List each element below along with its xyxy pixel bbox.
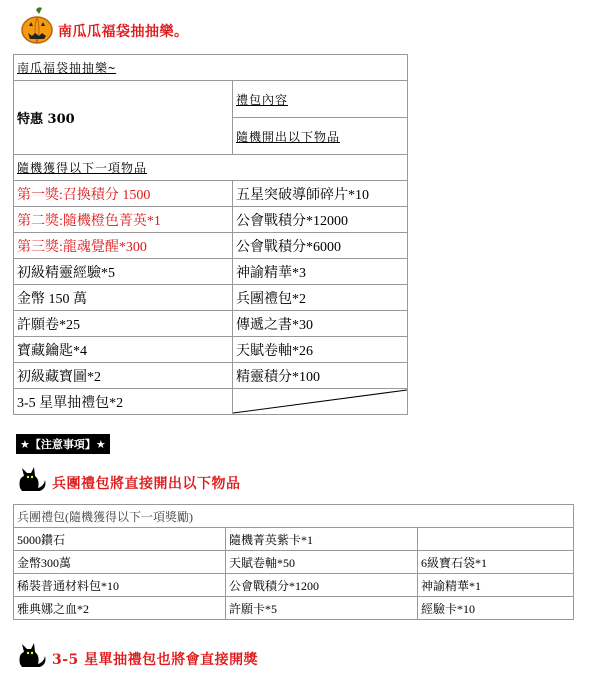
gift-content-label: 禮包內容 <box>233 81 408 118</box>
table-row <box>14 597 574 620</box>
reward-left: 初級藏寶圖*2 <box>14 363 233 389</box>
pumpkin-bag-table <box>13 54 408 415</box>
table-row <box>14 259 408 285</box>
reward-right: 天賦卷軸*26 <box>233 337 408 363</box>
table-row <box>14 389 408 415</box>
table-row <box>14 181 408 207</box>
black-cat-icon <box>16 464 48 494</box>
header-legion <box>16 464 241 494</box>
table-caption: 南瓜福袋抽抽樂~ <box>14 55 408 81</box>
random-open-label: 隨機開出以下物品 <box>233 118 408 155</box>
reward-right: 精靈積分*100 <box>233 363 408 389</box>
reward-left: 寶藏鑰匙*4 <box>14 337 233 363</box>
table-cell: 6級寶石袋*1 <box>418 551 574 574</box>
table-row <box>14 337 408 363</box>
reward-right: 公會戰積分*6000 <box>233 233 408 259</box>
notice-banner: ★【注意事項】★ <box>16 434 110 454</box>
table-cell: 5000鑽石 <box>14 528 226 551</box>
reward-left: 3-5 星單抽禮包*2 <box>14 389 233 415</box>
legion-title: 兵團禮包將直接開出以下物品 <box>52 476 241 492</box>
table-cell: 神諭精華*1 <box>418 574 574 597</box>
diagonal-line <box>233 389 407 414</box>
reward-right: 神諭精華*3 <box>233 259 408 285</box>
table-row <box>14 528 574 551</box>
table-cell: 天賦卷軸*50 <box>226 551 418 574</box>
random-one-label: 隨機獲得以下一項物品 <box>14 155 408 181</box>
table-cell <box>418 528 574 551</box>
table-cell: 許願卡*5 <box>226 597 418 620</box>
table-row <box>14 363 408 389</box>
reward-left: 金幣 150 萬 <box>14 285 233 311</box>
reward-right: 傳遞之書*30 <box>233 311 408 337</box>
table-cell: 金幣300萬 <box>14 551 226 574</box>
table-cell: 雅典娜之血*2 <box>14 597 226 620</box>
reward-left: 第一獎:召換積分 1500 <box>14 181 233 207</box>
table-row <box>14 574 574 597</box>
header-pumpkin <box>20 6 189 46</box>
reward-right: 公會戰積分*12000 <box>233 207 408 233</box>
pumpkin-icon <box>20 6 54 46</box>
reward-left: 第二獎:隨機橙色菁英*1 <box>14 207 233 233</box>
table-cell: 稀裝普通材料包*10 <box>14 574 226 597</box>
table-cell: 隨機菁英紫卡*1 <box>226 528 418 551</box>
table-row <box>14 285 408 311</box>
single-draw-title: 3-5 星單抽禮包也將會直接開獎 <box>52 652 259 668</box>
table-caption: 兵團禮包(隨機獲得以下一項獎勵) <box>14 505 574 528</box>
reward-left: 初級精靈經驗*5 <box>14 259 233 285</box>
reward-left: 第三獎:龍魂覺醒*300 <box>14 233 233 259</box>
empty-slash-cell <box>233 389 408 415</box>
reward-right: 兵團禮包*2 <box>233 285 408 311</box>
legion-gift-table <box>13 504 574 620</box>
table-cell: 經驗卡*10 <box>418 597 574 620</box>
pumpkin-title: 南瓜瓜福袋抽抽樂。 <box>58 24 189 40</box>
table-row <box>14 311 408 337</box>
reward-left: 許願卷*25 <box>14 311 233 337</box>
black-cat-icon <box>16 640 48 670</box>
table-row <box>14 551 574 574</box>
table-row <box>14 233 408 259</box>
header-single-draw <box>16 640 258 670</box>
table-cell: 公會戰積分*1200 <box>226 574 418 597</box>
table-row <box>14 207 408 233</box>
reward-right: 五星突破導師碎片*10 <box>233 181 408 207</box>
price-cell: 特惠 300 <box>14 81 233 155</box>
